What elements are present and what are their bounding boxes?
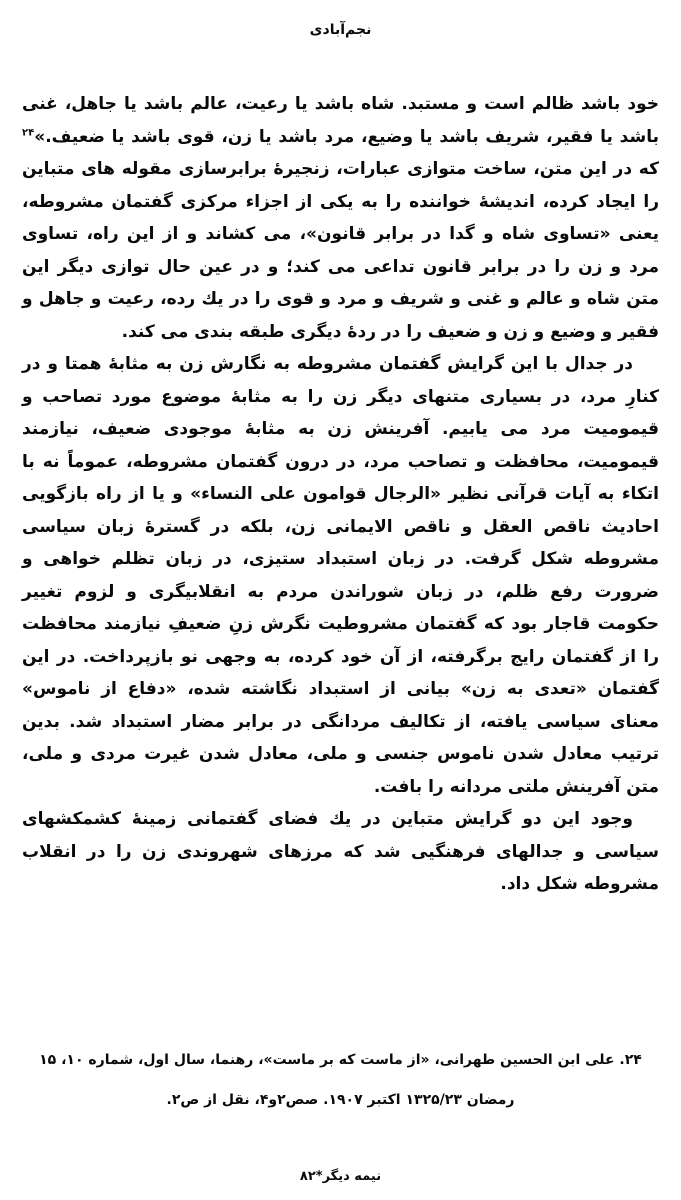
paragraph: وجود این دو گرایش متباین در یك فضای گفتمانی زمینهٔ کشمکشهای سیاسی و جدالهای فرهنگیی شد که مرزهای شهروندی زن را در انقلاب مشروطه شکل داد. <box>22 809 659 894</box>
article-body <box>0 88 681 901</box>
paragraph: در جدال با این گرایش گفتمان مشروطه به نگارش زن به مثابهٔ همتا و در کنارِ مرد، در بسیاری متنهای دیگر زن را به مثابهٔ موضوع مورد تصاحب و قیمومیت مرد می یابیم. آفرینش زن به مثابهٔ موجودی ضعیف، نیازمند قیمومیت، محافظت و تصاحب مرد، در درون گفتمان مشروطه، عموماً نه با اتکاء به آیات قرآنی نظیر «الرجال قوامون علی النساء» و یا از راه بازگویی احادیث ناقص العقل و ناقص الایمانی زن، بلکه در گسترهٔ زبان سیاسی مشروطه شکل گرفت. در زبان استبداد ستیزی، در زبان تظلم خواهی و ضرورت رفع ظلم، در زبان شوراندن مردم به انقلابیگری و لزوم تغییر حکومت قاجار بود که گفتمان مشروطیت نگرش زنِ ضعیفِ نیازمند محافظت را از گفتمان رایج برگرفته، از آن خود کرده، به وجهی نو بازپرداخت. در این گفتمان «تعدی به زن» بیانی از استبداد نگاشته شده، «دفاع از ناموس» معنای سیاسی یافته، از تکالیف مردانگی در برابر مضار استبداد شد. بدین ترتیب معادل شدن ناموس جنسی و ملی، معادل شدن غیرت مردی و ملی، متن آفرینش ملتی مردانه را بافت. <box>22 354 659 797</box>
footnote-reference-marker: ۲۴ <box>22 126 35 138</box>
page-footer-journal-page-number: نیمه دیگر*۸۲ <box>299 1169 382 1184</box>
footnote: ۲۴. علی ابن الحسین طهرانی، «از ماست که بر ماست»، رهنما، سال اول، شماره ۱۰، ۱۵ رمضان ۱۳۲۵/۲۳ اکتبر ۱۹۰۷. صص۲و۴، نقل از ص۲. <box>39 1052 642 1108</box>
running-head-author: نجم‌آبادی <box>309 22 372 38</box>
paragraph-text: که در این متن، ساخت متوازی عبارات، زنجیرهٔ برابرسازی مقوله های متباین را ایجاد کرده، اندیشهٔ خواننده را به یکی از اجزاء مرکزی گفتمان مشروطه، یعنی «تساوی شاه و گدا در برابر قانون»، می کشاند و از این راه، تساوی مرد و زن را در برابر قانون تداعی می کند؛ و در عین حال توازی دیگر این متن شاه و عالم و غنی و شریف و مرد و قوی را در یك رده، رعیت و جاهل و فقیر و وضیع و زن و ضعیف را در ردهٔ دیگری طبقه بندی می کند. <box>22 159 659 342</box>
paragraph-continuation <box>22 88 659 348</box>
paragraph-text: خود باشد ظالم است و مستبد. شاه باشد یا رعیت، عالم باشد یا جاهل، غنی باشد یا فقیر، شریف باشد یا وضیع، مرد باشد یا زن، قوی باشد یا ضعیف.» <box>22 94 659 147</box>
